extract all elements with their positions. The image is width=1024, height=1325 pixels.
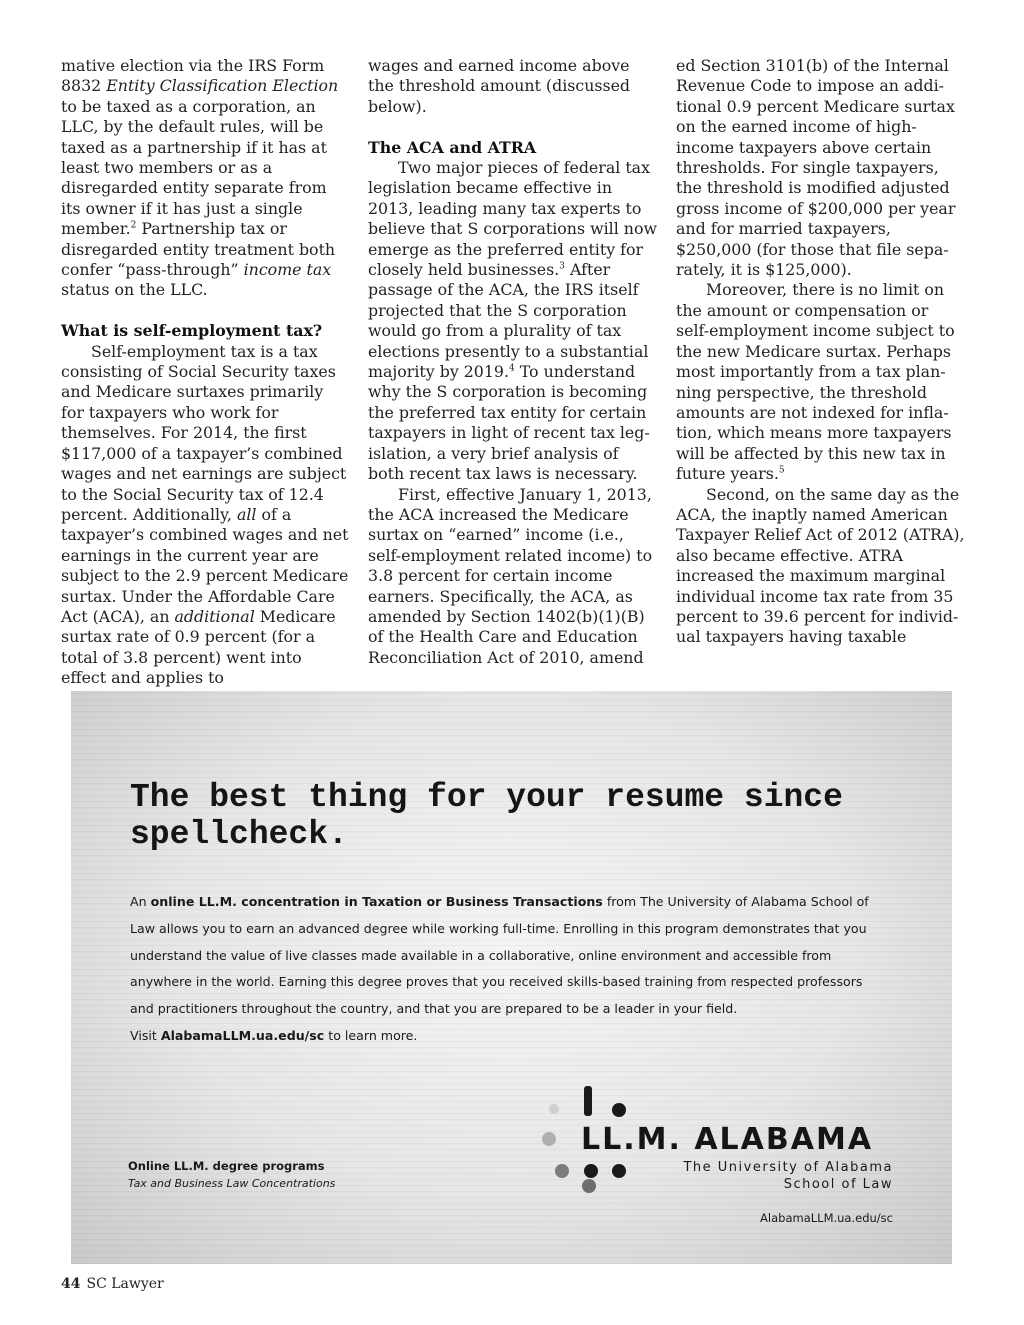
logo-wordmark: LL.M. ALABAMA bbox=[581, 1122, 874, 1157]
ad-visit-link[interactable]: AlabamaLLM.ua.edu/sc bbox=[160, 1028, 325, 1043]
paragraph: Second, on the same day as the ACA, the inaptly named American Taxpayer Relief Act of 2012 (ATRA), also became effective. ATRA increased the maximum marginal individual income tax rate from 35 percent to 39.6 percent for individual taxpayers having taxable bbox=[676, 484, 965, 647]
section-heading: What is self-employment tax? bbox=[61, 321, 323, 341]
ad-programs-caption: Online LL.M. degree programs Tax and Business Law Concentrations bbox=[128, 1159, 336, 1190]
page-footer bbox=[61, 1276, 164, 1292]
article-column-3 bbox=[676, 56, 966, 648]
ad-visit-line: Visit AlabamaLLM.ua.edu/sc to learn more. bbox=[130, 1028, 418, 1043]
paragraph: Two major pieces of federal tax legislation became effective in 2013, leading many tax experts to believe that S corporations will now emerge as the preferred entity for closely held businesses.$^3$ After passage of the ACA, the IRS itself projected that the S corporation would go from a plurality of tax elections presently to a substantial majority by 2019.$^4$ To understand why the S corporation is becoming the preferred tax entity for certain taxpayers in light of recent tax legislation, a very brief analysis of both recent tax laws is necessary. bbox=[368, 158, 657, 484]
paragraph: mative election via the IRS Form 8832 Entity Classification Election to be taxed as a corporation, an LLC, by the default rules, will be taxed as a partnership if it has at least two members or as a disregarded entity separate from its owner if it has just a single member.$^2$ Partnership tax or disregarded entity treatment both confer “pass-through” income tax status on the LLC. bbox=[61, 56, 339, 300]
ad-url-link[interactable]: AlabamaLLM.ua.edu/sc bbox=[760, 1211, 893, 1225]
ad-headline: The best thing for your resume since spellcheck. bbox=[130, 779, 843, 853]
paragraph: Moreover, there is no limit on the amount or compensation or self-employment income subject to the new Medicare surtax. Perhaps most importantly from a tax planning perspective, the threshold amounts are not indexed for inflation, which means more taxpayers will be affected by this new tax in future years.$^5$ bbox=[676, 280, 955, 484]
paragraph: First, effective January 1, 2013, the ACA increased the Medicare surtax on “earned” income (i.e., self-employment related income) to 3.8 percent for certain income earners. Specifically, the ACA, as amended by Section 1402(b)(1)(B) of the Health Care and Education Reconciliation Act of 2010, amend bbox=[368, 484, 653, 667]
ad-body-text: An online LL.M. concentration in Taxation or Business Transactions from The University of Alabama School of Law allows you to earn an advanced degree while working full-time. Enrolling in this program demonstrates that you understand the value of live classes made available in a collaborative, online environment and accessible from anywhere in the world. Earning this degree proves that you received skills-based training from respected professors and practitioners throughout the country, and that you are prepared to be a leader in your field. bbox=[130, 894, 869, 1017]
publication-name: SC Lawyer bbox=[86, 1276, 164, 1292]
article-column-1 bbox=[61, 56, 351, 689]
paragraph: ed Section 3101(b) of the Internal Revenue Code to impose an additional 0.9 percent Medicare surtax on the earned income of high-income taxpayers above certain thresholds. For single taxpayers, the threshold is modified adjusted gross income of $200,000 per year and for married taxpayers, $250,000 (for those that file separately, it is $125,000). bbox=[676, 56, 956, 280]
advertisement bbox=[71, 691, 952, 1264]
page-number: 44 bbox=[61, 1276, 81, 1292]
article-column-2 bbox=[368, 56, 658, 668]
section-heading: The ACA and ATRA bbox=[368, 137, 537, 157]
paragraph: wages and earned income above the threshold amount (discussed below). bbox=[368, 56, 631, 116]
logo-subtitle: The University of Alabama School of Law bbox=[683, 1160, 893, 1192]
paragraph: Self-employment tax is a tax consisting of Social Security taxes and Medicare surtaxes primarily for taxpayers who work for themselves. For 2014, the first $117,000 of a taxpayer’s combined wages and net earnings are subject to the Social Security tax of 12.4 percent. Additionally, all of a taxpayer’s combined wages and net earnings in the current year are subject to the 2.9 percent Medicare surtax. Under the Affordable Care Act (ACA), an additional Medicare surtax rate of 0.9 percent (for a total of 3.8 percent) went into effect and applies to bbox=[61, 341, 349, 688]
